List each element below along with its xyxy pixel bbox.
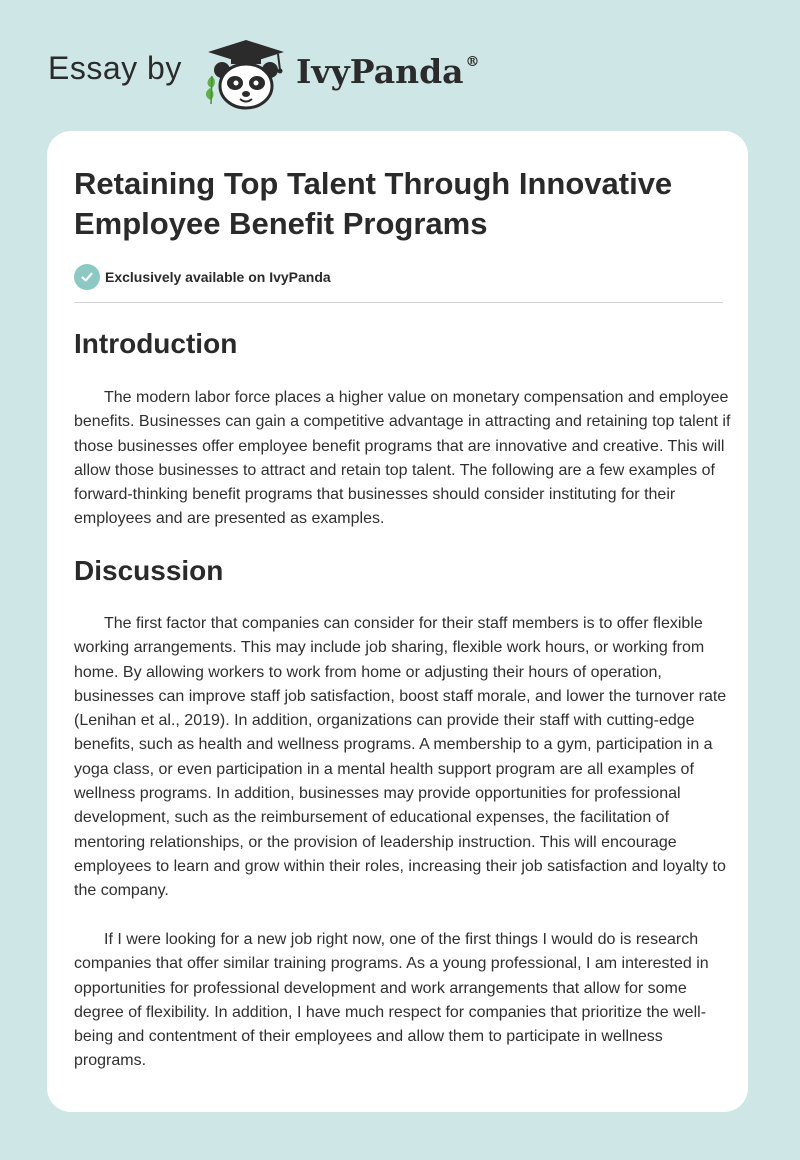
title-divider bbox=[74, 302, 723, 303]
exclusive-label: Exclusively available on IvyPanda bbox=[105, 269, 331, 285]
ivypanda-logo-icon[interactable] bbox=[198, 36, 294, 112]
essay-by-label: Essay by bbox=[48, 50, 182, 86]
ivypanda-brand-name[interactable] bbox=[296, 52, 480, 91]
exclusive-badge bbox=[74, 264, 331, 290]
discussion-paragraph-1: The first factor that companies can consider for their staff members is to offer flexible working arrangements. This may include job sharing, flexible work hours, or working from home. By allowing workers to work from home or adjusting their hours of operation, businesses can improve staff job satisfaction, boost staff morale, and lower the turnover rate (Lenihan et al., 2019). In addition, organizations can provide their staff with cutting-edge benefits, such as health and wellness programs. A membership to a gym, participation in a yoga class, or even participation in a mental health support program are all examples of wellness programs. In addition, businesses may provide opportunities for professional development, such as the reimbursement of educational expenses, the facilitation of mentoring relationships, or the provision of leadership instruction. This will encourage employees to learn and grow within their roles, increasing their job satisfaction and loyalty to the company. bbox=[74, 615, 727, 900]
introduction-paragraph: The modern labor force places a higher value on monetary compensation and employee benefits. Businesses can gain a competitive advantage in attracting and retaining top talent if those businesses offer employee benefit programs that are innovative and creative. This will allow those businesses to attract and retain top talent. The following are a few examples of forward-thinking benefit programs that businesses should consider instituting for their employees and are presented as examples. bbox=[74, 389, 731, 528]
discussion-paragraph-2: If I were looking for a new job right now, one of the first things I would do is research companies that offer similar training programs. As a young professional, I am interested in opportunities for professional development and work arrangements that allow for some degree of flexibility. In addition, I have much respect for companies that prioritize the well-being and contentment of their employees and allow them to participate in wellness programs. bbox=[74, 931, 709, 1070]
brand-name-text: IvyPanda bbox=[296, 52, 464, 91]
article-title: Retaining Top Talent Through Innovative Employee Benefit Programs bbox=[74, 166, 673, 241]
registered-mark: ® bbox=[465, 54, 480, 70]
site-header bbox=[0, 0, 800, 130]
introduction-heading: Introduction bbox=[74, 328, 238, 359]
discussion-heading: Discussion bbox=[74, 555, 224, 586]
article-card bbox=[47, 131, 748, 1112]
check-icon bbox=[74, 264, 100, 290]
